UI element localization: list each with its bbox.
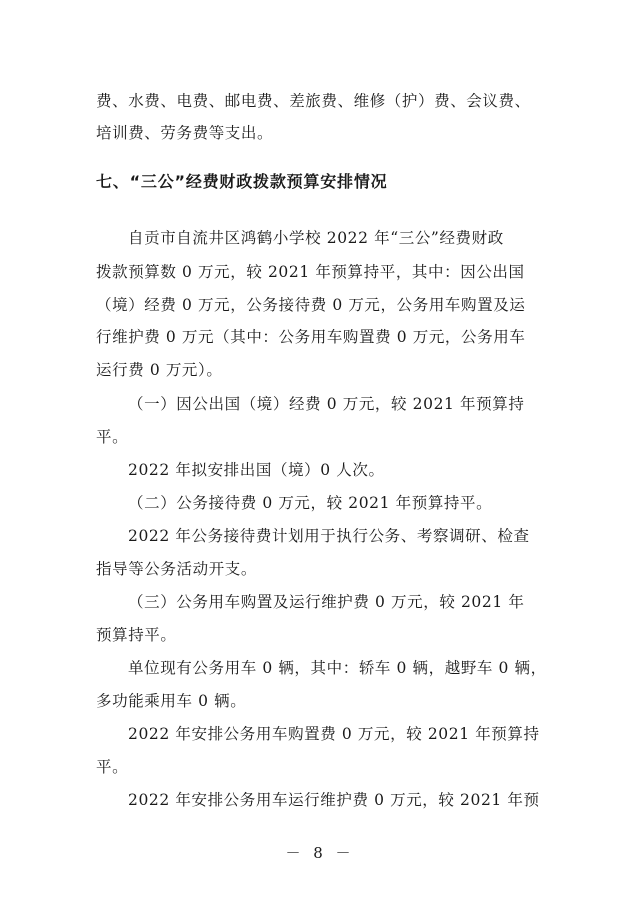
paragraph-line: 预算持平。 bbox=[96, 626, 177, 644]
paragraph-line: 平。 bbox=[96, 758, 129, 776]
paragraph-line: 2022 年安排公务用车购置费 0 万元，较 2021 年预算持 bbox=[128, 725, 540, 743]
paragraph-line: （二）公务接待费 0 万元，较 2021 年预算持平。 bbox=[128, 494, 493, 512]
page-number: － 8 － bbox=[285, 844, 355, 862]
paragraph-line: 指导等公务活动开支。 bbox=[96, 560, 258, 578]
paragraph-line: 2022 年公务接待费计划用于执行公务、考察调研、检查 bbox=[128, 527, 530, 545]
paragraph-line: 运行费 0 万元）。 bbox=[96, 361, 223, 379]
paragraph-line: 自贡市自流井区鸿鹤小学校 2022 年“三公”经费财政 bbox=[128, 229, 504, 247]
paragraph-line: 平。 bbox=[96, 428, 129, 446]
paragraph-line: （境）经费 0 万元，公务接待费 0 万元，公务用车购置及运 bbox=[96, 296, 526, 314]
paragraph-line: （一）因公出国（境）经费 0 万元，较 2021 年预算持 bbox=[128, 395, 525, 413]
paragraph-line: 行维护费 0 万元（其中：公务用车购置费 0 万元，公务用车 bbox=[96, 328, 526, 346]
paragraph-line: 2022 年安排公务用车运行维护费 0 万元，较 2021 年预 bbox=[128, 791, 540, 809]
paragraph-line: 费、水费、电费、邮电费、差旅费、维修（护）费、会议费、 bbox=[96, 92, 531, 110]
paragraph-line: （三）公务用车购置及运行维护费 0 万元，较 2021 年 bbox=[128, 593, 525, 611]
section-heading: 七、“三公”经费财政拨款预算安排情况 bbox=[96, 172, 388, 191]
paragraph-line: 2022 年拟安排出国（境）0 人次。 bbox=[128, 461, 385, 479]
paragraph-line: 拨款预算数 0 万元，较 2021 年预算持平，其中：因公出国 bbox=[96, 263, 525, 281]
paragraph-line: 多功能乘用车 0 辆。 bbox=[96, 692, 247, 710]
paragraph-line: 单位现有公务用车 0 辆，其中：轿车 0 辆，越野车 0 辆， bbox=[128, 659, 547, 677]
paragraph-line: 培训费、劳务费等支出。 bbox=[96, 124, 274, 142]
